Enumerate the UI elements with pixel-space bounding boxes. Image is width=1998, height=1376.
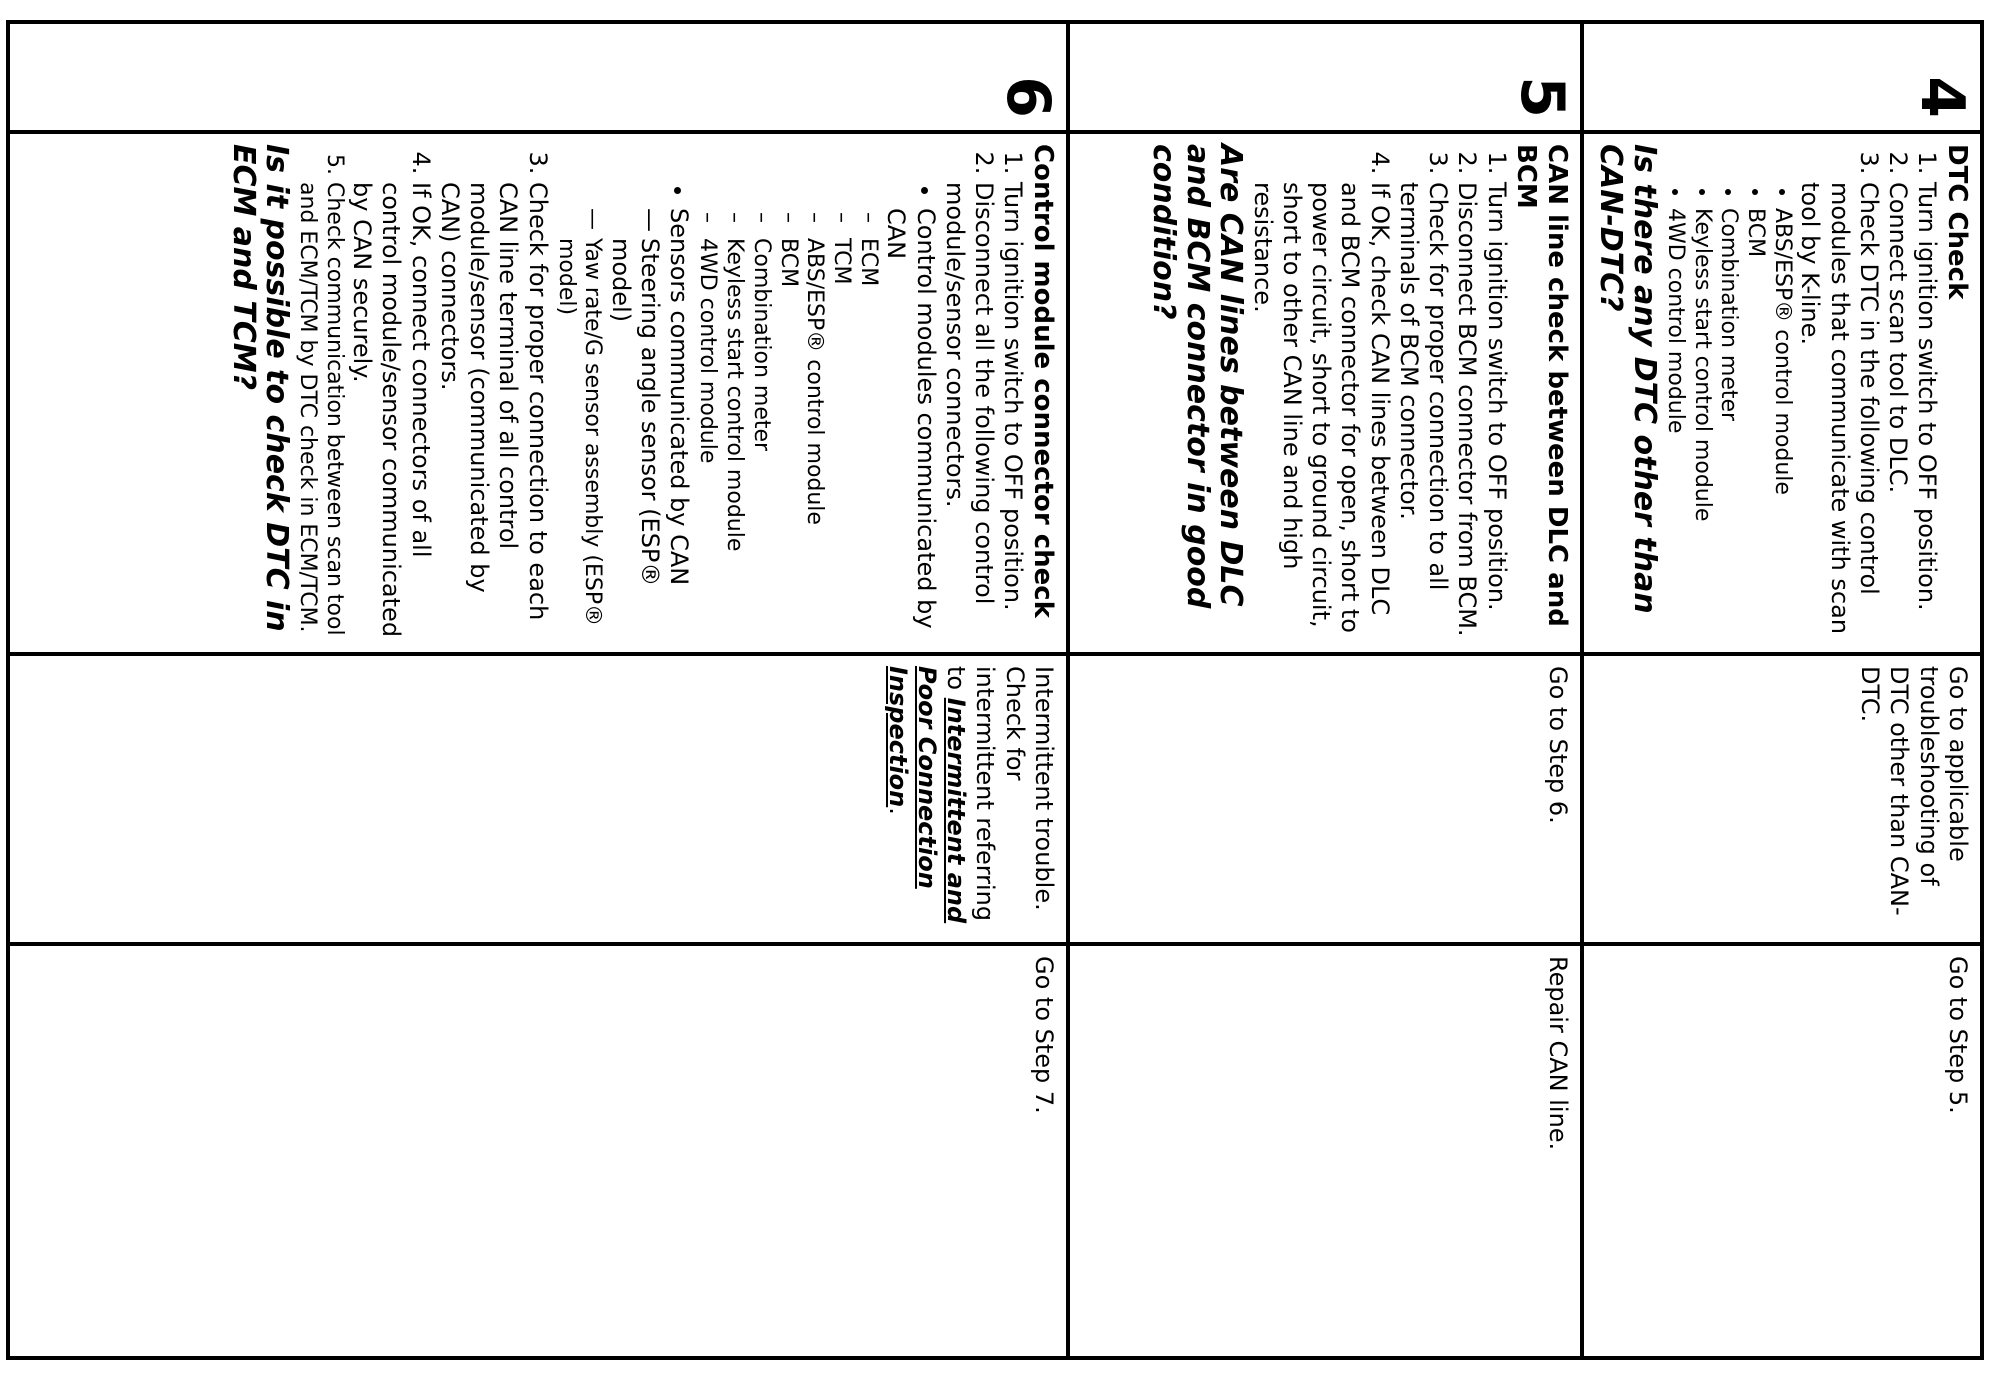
bullet-text: Control modules communicated by CAN: [882, 208, 940, 629]
step-number: 6: [993, 76, 1063, 118]
step-question: Is it possible to check DTC in ECM and TCM?: [225, 144, 295, 632]
list-item: – Combination meter: [747, 238, 774, 640]
action-item: 1. Turn ignition switch to OFF position.: [1481, 182, 1510, 640]
action-item: [1661, 182, 1883, 640]
sensor-list: [552, 208, 664, 640]
step-number-cell: [8, 22, 1068, 132]
table-row-step-6: [8, 22, 1068, 1358]
step-question: Is there any DTC other than CAN-DTC?: [1593, 144, 1662, 614]
step-title: CAN line check between DLC and BCM: [1511, 144, 1572, 627]
yes-result-cell: [1068, 654, 1582, 944]
module-list: [1661, 182, 1795, 640]
action-item: 4. If OK, check CAN lines between DLC and BCM connector for open, short to power circuit, short to ground circuit, short to other CAN line and high resistance.: [1247, 182, 1393, 640]
yes-result-text: Intermittent trouble. Check for intermittent referring to: [942, 666, 1058, 922]
action-item: 3. Check for proper connection to all terminals of BCM connector.: [1394, 182, 1453, 640]
yes-result: Go to applicable troubleshooting of DTC other than CAN-DTC.: [1856, 666, 1972, 916]
step-number: 4: [1907, 76, 1977, 118]
list-item: [552, 208, 693, 640]
action-cell: [1582, 132, 1982, 654]
action-item: 4. If OK, connect connectors of all control module/sensor communicated by CAN securely.: [347, 182, 435, 640]
intermittent-inspection-link[interactable]: Intermittent and Poor Connection Inspection: [883, 666, 971, 924]
list-item: – Keyless start control module: [720, 238, 747, 640]
list-item: – ECM: [854, 238, 881, 640]
no-result: Go to Step 7.: [1030, 956, 1058, 1114]
list-item: • ABS/ESP® control module: [1768, 208, 1795, 640]
step-question: Are CAN lines between DLC and BCM connector in good condition?: [1146, 144, 1249, 609]
yes-result-cell: [8, 654, 1068, 944]
yes-result-end: .: [883, 807, 912, 815]
step-number: 5: [1507, 76, 1577, 118]
list-item: – ABS/ESP® control module: [801, 238, 828, 640]
no-result: Go to Step 5.: [1944, 956, 1972, 1114]
list-item: — Steering angle sensor (ESP® model): [605, 238, 664, 640]
action-text: Disconnect all the following control module/sensor connectors.: [940, 182, 999, 605]
no-result-cell: [1068, 944, 1582, 1358]
action-item: 1. Turn ignition switch to OFF position.: [998, 182, 1027, 640]
action-item: 2. Disconnect BCM connector from BCM.: [1452, 182, 1481, 640]
list-item: – TCM: [827, 238, 854, 640]
bullet-list: [552, 182, 940, 640]
table-row-step-5: [1068, 22, 1582, 1358]
action-list: [1661, 144, 1941, 640]
list-item: • BCM: [1741, 208, 1768, 640]
bullet-text: Sensors communicated by CAN: [665, 208, 694, 586]
list-item: — Yaw rate/G sensor assembly (ESP® model): [552, 238, 606, 640]
action-item: 2. Connect scan tool to DLC.: [1883, 182, 1912, 640]
no-result-cell: [1582, 944, 1982, 1358]
action-list: [293, 144, 1027, 640]
list-item: • Combination meter: [1715, 208, 1742, 640]
yes-result-cell: [1582, 654, 1982, 944]
step-number-cell: [1582, 22, 1982, 132]
list-item: – 4WD control module: [693, 238, 720, 640]
step-title: Control module connector check: [1028, 144, 1058, 618]
action-item: 1. Turn ignition switch to OFF position.: [1912, 182, 1941, 640]
list-item: • 4WD control module: [1661, 208, 1688, 640]
action-list: [1247, 144, 1510, 640]
action-cell: [8, 132, 1068, 654]
step-title: DTC Check: [1942, 144, 1972, 300]
list-item: – BCM: [774, 238, 801, 640]
troubleshooting-table: [6, 20, 1984, 1360]
step-number-cell: [1068, 22, 1582, 132]
no-result: Repair CAN line.: [1544, 956, 1572, 1151]
list-item: [693, 208, 939, 640]
table-row-step-4: [1582, 22, 1982, 1358]
no-result-cell: [8, 944, 1068, 1358]
action-cell: [1068, 132, 1582, 654]
action-item: 3. Check for proper connection to each CAN line terminal of all control module/sensor (communicated by CAN) connectors.: [435, 182, 552, 640]
yes-result: Go to Step 6.: [1544, 666, 1572, 824]
list-item: • Keyless start control module: [1688, 208, 1715, 640]
action-item: [552, 182, 998, 640]
action-text: Check DTC in the following control modules that communicate with scan tool by K-line.: [1796, 182, 1883, 635]
action-item: 5. Check communication between scan tool and ECM/TCM by DTC check in ECM/TCM.: [293, 182, 347, 640]
can-module-list: [693, 208, 881, 640]
